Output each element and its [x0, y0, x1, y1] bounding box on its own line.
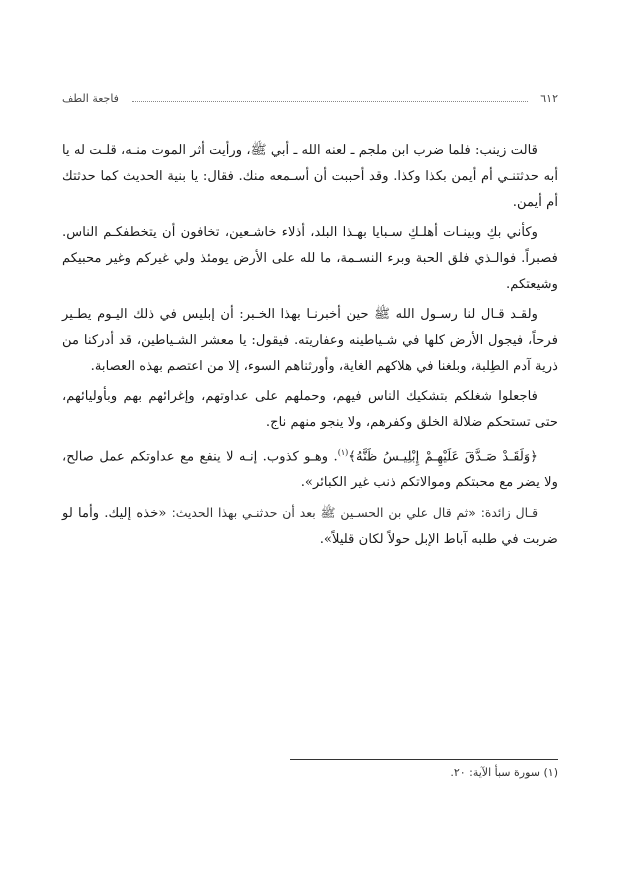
paragraph-quran: [62, 440, 558, 496]
header-dot-leader: [132, 101, 528, 102]
footnote: (١) سورة سبأ الآية: ٢٠.: [450, 766, 558, 779]
paragraph-iblis: ولقـد قـال لنا رسـول الله ﷺ حين أخبرنـا بهذا الخـبر: أن إبليس في ذلك اليـوم يطـير فرحاً، فيجول الأرض كلها في شـياطينه وعفاريته. فيقول: يا معشر الشـياطين، قد أدركنا من ذرية آدم الطِلبة، وبلغنا في هلاكهم الغاية، وأورثناهم السوء، إلا من اعتصم بهذه العصابة.: [62, 307, 558, 374]
zaida-narration: قـال زائدة: «ثم قال علي بن الحسـين ﷺ بعد أن حدثنـي بهذا الحديث:: [171, 505, 538, 521]
footnote-marker: (١): [337, 448, 349, 457]
paragraph-zaida: [62, 500, 558, 553]
paragraph-instruction: فاجعلوا شغلكم بتشكيك الناس فيهم، وحملهم على عداوتهم، وإغرائهم بهم وبأوليائهم، حتى تستحكم ضلالة الخلق وكفرهم، ولا ينجو منهم ناج.: [62, 389, 558, 430]
running-title: فاجعة الطف: [62, 92, 119, 105]
paragraph-captives: وكأني بكِ وبينـات أهلـكِ سـبايا بهـذا البلد، أذلاء خاشـعين، تخافون أن يتخطفكـم الناس. فصبراً. فوالـذي فلق الحبة وبرء النسـمة، ما لله على الأرض يومئذ ولي غيركم وغير محبيكم وشيعتكم.: [62, 225, 558, 292]
running-header: [62, 92, 558, 110]
paragraph-zaynab: قالت زينب: فلما ضرب ابن ملجم ـ لعنه الله ـ أبي ﷺ، ورأيت أثر الموت منـه، قلـت له يا أبه حدثتنـي أم أيمن بكذا وكذا. وقد أحببت أن أسـمعه منك. فقال: يا بنية الحديث كما حدثتك أم أيمن.: [62, 143, 558, 210]
quran-verse: ﴿وَلَقَـدْ صَـدَّقَ عَلَيْهِـمْ إِبْلِيـسُ ظَنَّهُ﴾: [348, 449, 538, 465]
zaida-quote: «خذه إليك. وأما لو ضربت في طلبه آباط الإبل حولاً لكان قليلاً».: [62, 506, 558, 548]
footnote-separator: [290, 759, 558, 760]
main-text: [62, 138, 558, 557]
quran-continuation: . وهـو كذوب. إنـه لا ينفع مع عداوتكم عمل صالح، ولا يضر مع محبتكم وموالاتكم ذنب غير الكبائر».: [62, 449, 558, 491]
page-number: ٦١٢: [540, 92, 558, 105]
